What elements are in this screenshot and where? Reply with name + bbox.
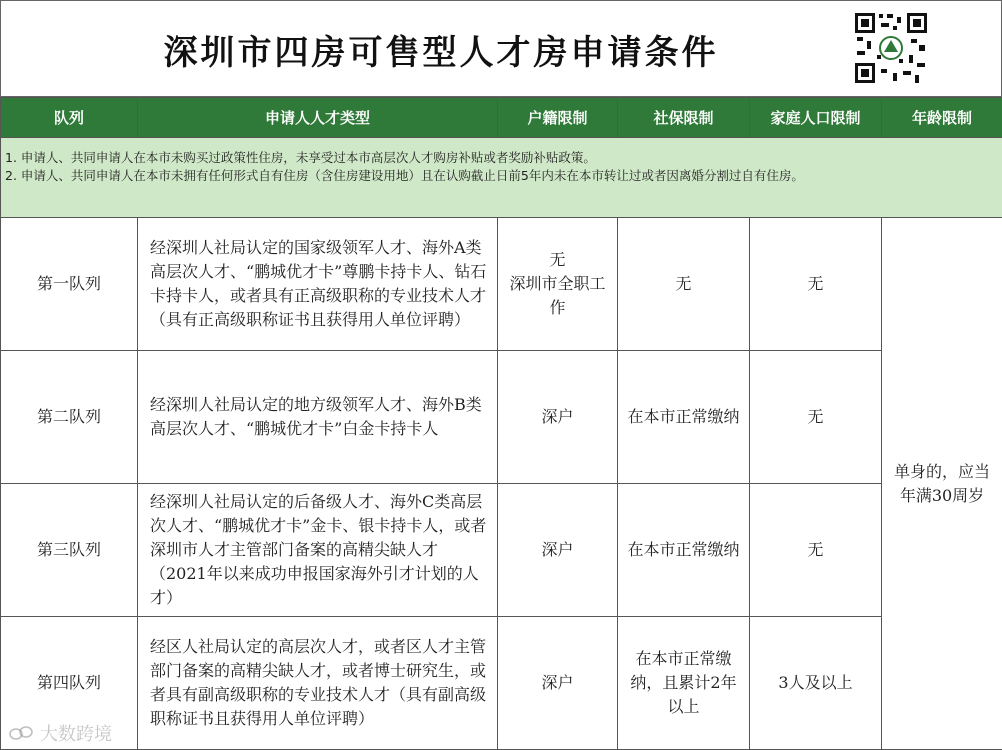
table-row [1, 218, 1002, 351]
page-title: 深圳市四房可售型人才房申请条件 [163, 33, 719, 73]
conditions-table [0, 97, 1002, 750]
header-social-security: 社保限制 [618, 98, 750, 138]
hukou-cell [498, 218, 618, 351]
hukou-cell: 深户 [498, 617, 618, 750]
table-row [1, 484, 1002, 617]
table-row [1, 351, 1002, 484]
family-cell: 3人及以上 [750, 617, 882, 750]
general-notes [1, 138, 1002, 218]
hukou-cell: 深户 [498, 351, 618, 484]
queue-cell: 第三队列 [1, 484, 138, 617]
watermark-text: 大数跨境 [40, 724, 112, 745]
watermark-logo-icon [8, 724, 34, 742]
qr-code-icon [853, 11, 929, 85]
family-cell: 无 [750, 484, 882, 617]
note-item: 2. 申请人、共同申请人在本市未拥有任何形式自有住房（含住房建设用地）且在认购截止日前5年内未在本市转让过或者因离婚分割过自有住房。 [5, 168, 804, 183]
table-row [1, 617, 1002, 750]
watermark [8, 716, 148, 750]
header-family: 家庭人口限制 [750, 98, 882, 138]
queue-cell: 第一队列 [1, 218, 138, 351]
talent-type-cell: 经区人社局认定的高层次人才，或者区人才主管部门备案的高精尖缺人才，或者博士研究生，或者具有副高级职称的专业技术人才（具有副高级职称证书且获得用人单位评聘） [138, 617, 498, 750]
family-cell: 无 [750, 218, 882, 351]
table-header-row [1, 98, 1002, 138]
age-limit-cell: 单身的，应当年满30周岁 [882, 218, 1002, 750]
hukou-text: 无 深圳市全职工作 [509, 250, 606, 317]
social-security-cell: 无 [618, 218, 750, 351]
notes-row [1, 138, 1002, 218]
social-security-cell: 在本市正常缴纳 [618, 484, 750, 617]
header-queue: 队列 [1, 98, 138, 138]
social-security-cell: 在本市正常缴纳，且累计2年以上 [618, 617, 750, 750]
talent-type-cell: 经深圳人社局认定的地方级领军人才、海外B类高层次人才、“鹏城优才卡”白金卡持卡人 [138, 351, 498, 484]
family-cell: 无 [750, 351, 882, 484]
queue-cell: 第四队列 [1, 617, 138, 750]
social-security-cell: 在本市正常缴纳 [618, 351, 750, 484]
header-age: 年龄限制 [882, 98, 1002, 138]
title-bar [0, 0, 1002, 97]
talent-type-cell: 经深圳人社局认定的国家级领军人才、海外A类高层次人才、“鹏城优才卡”尊鹏卡持卡人、钻石卡持卡人，或者具有正高级职称的专业技术人才（具有正高级职称证书且获得用人单位评聘） [138, 218, 498, 351]
note-item: 1. 申请人、共同申请人在本市未购买过政策性住房，未享受过本市高层次人才购房补贴或者奖励补贴政策。 [5, 150, 596, 165]
queue-cell: 第二队列 [1, 351, 138, 484]
hukou-cell: 深户 [498, 484, 618, 617]
header-talent-type: 申请人人才类型 [138, 98, 498, 138]
header-hukou: 户籍限制 [498, 98, 618, 138]
talent-type-cell: 经深圳人社局认定的后备级人才、海外C类高层次人才、“鹏城优才卡”金卡、银卡持卡人，或者深圳市人才主管部门备案的高精尖缺人才（2021年以来成功申报国家海外引才计划的人才） [138, 484, 498, 617]
